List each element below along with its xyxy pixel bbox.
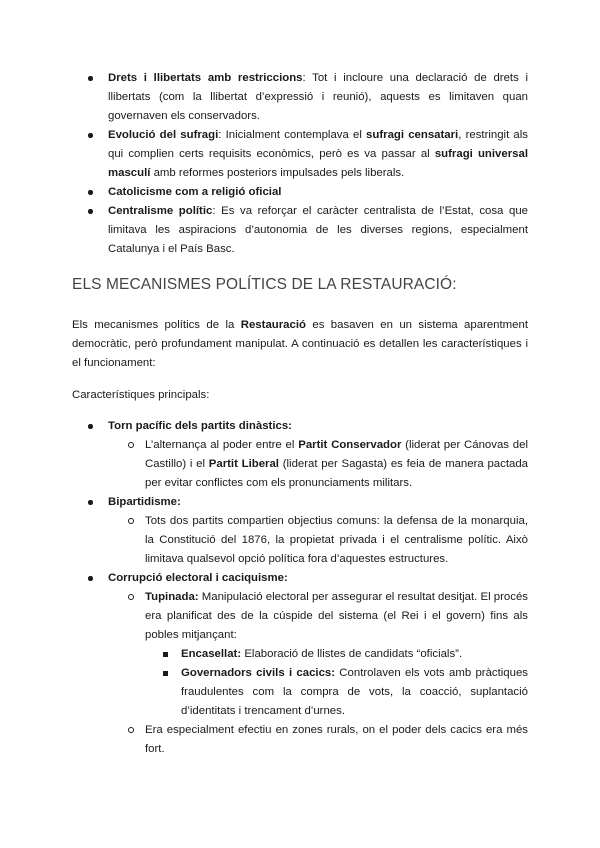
- bullet-square-icon: [163, 652, 168, 657]
- list-item-text: Drets i llibertats amb restriccions: Tot i incloure una declaració de drets i llibertats (com la llibertat d’expressió i reunió), aquests es limitaven quan governaven els conservadors.: [108, 72, 528, 122]
- section-heading-block: [0, 275, 600, 295]
- characteristics-label: Característiques principals:: [72, 389, 210, 401]
- sub-sub-item: [0, 664, 600, 721]
- bullet-disc-icon: [88, 209, 93, 214]
- bullet-disc-icon: [88, 576, 93, 581]
- list-item: [0, 126, 600, 183]
- rights-list: [0, 69, 600, 259]
- list-item: [0, 202, 600, 259]
- characteristics-list-block: [0, 417, 600, 759]
- bullet-disc-icon: [88, 190, 93, 195]
- bullet-disc-icon: [88, 424, 93, 429]
- sub-item-text: Tots dos partits compartien objectius comuns: la defensa de la monarquia, la Constitució del 1876, la propietat privada i el centralisme polític. Això limitava qualsevol opció política fora d’aquestes estructures.: [145, 515, 528, 565]
- list-item: [0, 183, 600, 202]
- list-item: [0, 493, 600, 512]
- bullet-square-icon: [163, 671, 168, 676]
- sub-item-text: Tupinada: Manipulació electoral per assegurar el resultat desitjat. El procés era planificat des de la cúspide del sistema (el Rei i el govern) fins als pobles mitjançant:: [145, 591, 528, 641]
- sub-sub-item-text: Encasellat: Elaboració de llistes de candidats “oficials”.: [181, 648, 463, 660]
- list-item: [0, 69, 600, 126]
- section-heading: ELS MECANISMES POLÍTICS DE LA RESTAURACIÓ:: [72, 276, 457, 293]
- list-item-title: Corrupció electoral i caciquisme:: [108, 572, 288, 584]
- sub-item: [0, 721, 600, 759]
- bullet-disc-icon: [88, 133, 93, 138]
- list-item-title: Bipartidisme:: [108, 496, 181, 508]
- list-item-text: Evolució del sufragi: Inicialment contemplava el sufragi censatari, restringit als qui complien certs requisits econòmics, però es va passar al sufragi universal masculí amb reformes posteriors impulsades pels liberals.: [108, 129, 528, 179]
- rights-list-block: [0, 69, 600, 259]
- sub-item: [0, 436, 600, 493]
- sub-item-text: L’alternança al poder entre el Partit Conservador (liderat per Cánovas del Castillo) i el Partit Liberal (liderat per Sagasta) es feia de manera pactada per evitar conflictes com els pronunciaments militars.: [145, 439, 528, 489]
- list-item: [0, 569, 600, 588]
- bullet-circle-icon: [128, 442, 134, 448]
- intro-paragraph: Els mecanismes polítics de la Restauració es basaven en un sistema aparentment democràtic, però profundament manipulat. A continuació es detallen les característiques i el funcionament:: [72, 319, 528, 369]
- bullet-circle-icon: [128, 518, 134, 524]
- intro-paragraph-block: [0, 316, 600, 373]
- sub-item: [0, 588, 600, 645]
- list-item-text: Centralisme polític: Es va reforçar el caràcter centralista de l’Estat, cosa que limitava les aspiracions d’autonomia de les diverses regions, especialment Catalunya i el País Basc.: [108, 205, 528, 255]
- characteristics-list: [0, 417, 600, 436]
- list-item-title: Torn pacífic dels partits dinàstics:: [108, 420, 292, 432]
- bullet-circle-icon: [128, 594, 134, 600]
- bullet-disc-icon: [88, 500, 93, 505]
- characteristics-list-3: [0, 569, 600, 588]
- list-item-text: Catolicisme com a religió oficial: [108, 186, 282, 198]
- sub-item: [0, 512, 600, 569]
- sub-item-text: Era especialment efectiu en zones rurals, on el poder dels cacics era més fort.: [145, 724, 528, 755]
- bullet-disc-icon: [88, 76, 93, 81]
- bullet-circle-icon: [128, 727, 134, 733]
- list-item: [0, 417, 600, 436]
- characteristics-label-block: [0, 386, 600, 405]
- sub-sub-item-text: Governadors civils i cacics: Controlaven els vots amb pràctiques fraudulentes com la compra de vots, la coacció, suplantació d’identitats i trencament d’urnes.: [181, 667, 529, 717]
- characteristics-list-2: [0, 493, 600, 512]
- sub-sub-item: [0, 645, 600, 664]
